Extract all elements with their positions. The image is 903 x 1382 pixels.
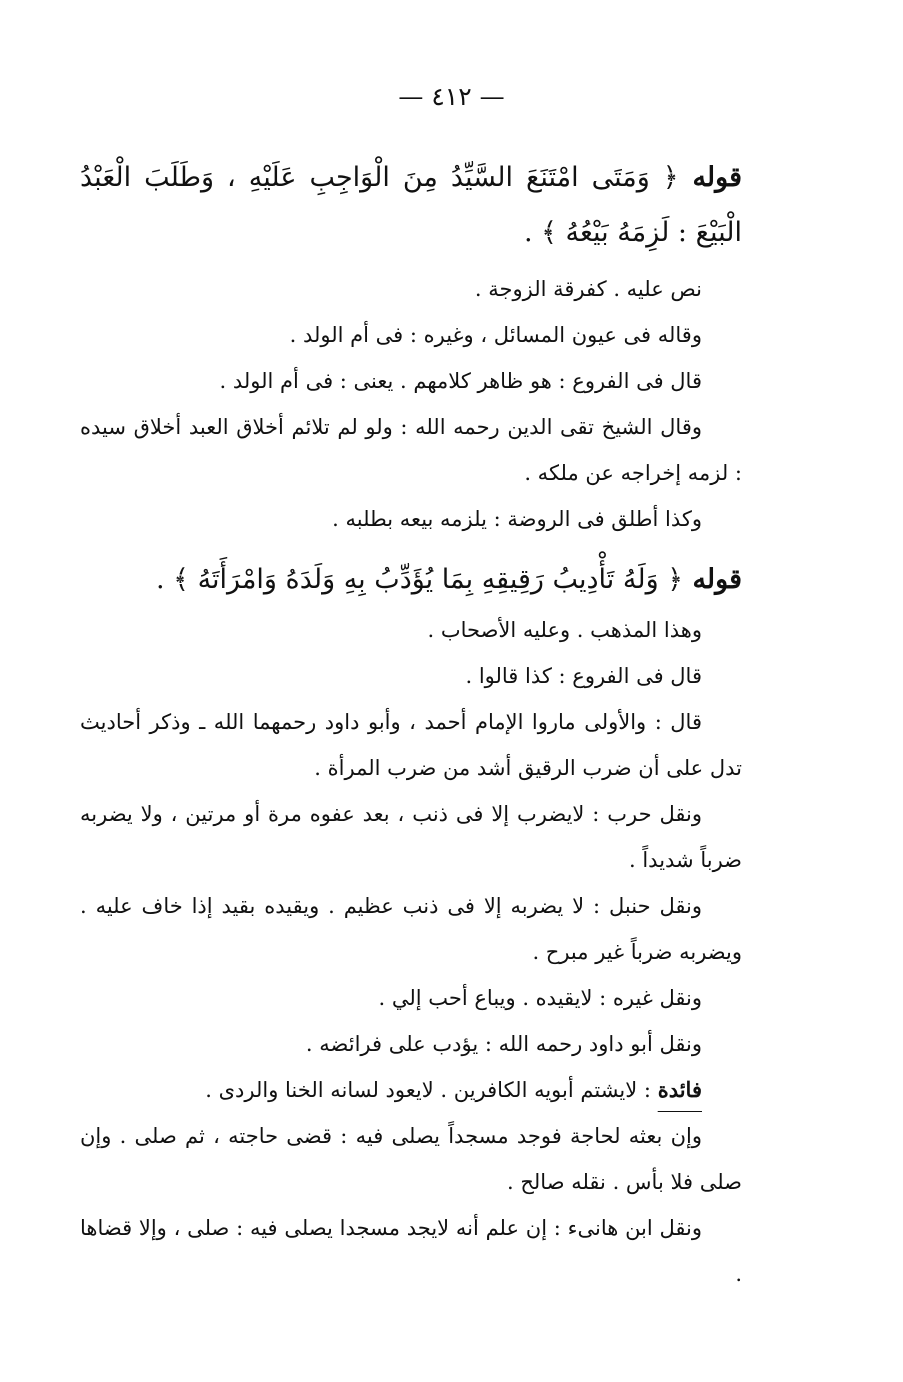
- faida-text: : لايشتم أبويه الكافرين . لايعود لسانه الخنا والردى .: [205, 1078, 658, 1102]
- faida-paragraph: [80, 1067, 742, 1113]
- paragraph: وهذا المذهب . وعليه الأصحاب .: [427, 618, 702, 642]
- paragraph: ونقل أبو داود رحمه الله : يؤدب على فرائضه .: [305, 1032, 702, 1056]
- paragraph: قال فى الفروع : كذا قالوا .: [465, 664, 702, 688]
- paragraph: ونقل حرب : لايضرب إلا فى ذنب ، بعد عفوه مرة أو مرتين ، ولا يضربه ضرباً شديداً .: [80, 802, 742, 872]
- paragraph: وقاله فى عيون المسائل ، وغيره : فى أم الولد .: [289, 323, 702, 347]
- paragraph: وكذا أطلق فى الروضة : يلزمه بيعه بطلبه .: [332, 507, 702, 531]
- paragraph: نص عليه . كفرقة الزوجة .: [474, 277, 702, 301]
- heading-keyword: قوله: [692, 162, 742, 193]
- heading-quote-1: [80, 150, 742, 260]
- paragraph: ونقل غيره : لايقيده . ويباع أحب إلي .: [378, 986, 702, 1010]
- faida-label: فائدة: [657, 1077, 702, 1102]
- heading-quote-2: [80, 552, 742, 607]
- page-number: — ٤١٢ —: [398, 82, 505, 111]
- paragraph: قال : والأولى ماروا الإمام أحمد ، وأبو داود رحمهما الله ـ وذكر أحاديث تدل على أن ضرب الرقيق أشد من ضرب المرأة .: [80, 710, 742, 780]
- paragraph: قال فى الفروع : هو ظاهر كلامهم . يعنى : فى أم الولد .: [219, 369, 702, 393]
- heading-matn-text: ﴿ وَمَتَى امْتَنَعَ السَّيِّدُ مِنَ الْوَاجِبِ عَلَيْهِ ، وَطَلَبَ الْعَبْدُ الْبَيْعَ : لَزِمَهُ بَيْعُهُ ﴾ .: [80, 162, 742, 248]
- paragraph: وقال الشيخ تقى الدين رحمه الله : ولو لم تلائم أخلاق العبد أخلاق سيده : لزمه إخراجه عن ملكه .: [80, 415, 742, 485]
- page-body: [80, 150, 742, 1297]
- heading-matn-text: ﴿ وَلَهُ تَأْدِيبُ رَقِيقِهِ بِمَا يُؤَدِّبُ بِهِ وَلَدَهُ وَامْرَأَتَهُ ﴾ .: [156, 564, 684, 595]
- heading-keyword: قوله: [692, 564, 742, 595]
- paragraph: وإن بعثه لحاجة فوجد مسجداً يصلى فيه : قضى حاجته ، ثم صلى . وإن صلى فلا بأس . نقله صالح .: [80, 1124, 742, 1194]
- paragraph: ونقل حنبل : لا يضربه إلا فى ذنب عظيم . ويقيده بقيد إذا خاف عليه . ويضربه ضرباً غير مبرح .: [80, 894, 742, 964]
- paragraph: ونقل ابن هانىء : إن علم أنه لايجد مسجدا يصلى فيه : صلى ، وإلا قضاها .: [80, 1216, 742, 1286]
